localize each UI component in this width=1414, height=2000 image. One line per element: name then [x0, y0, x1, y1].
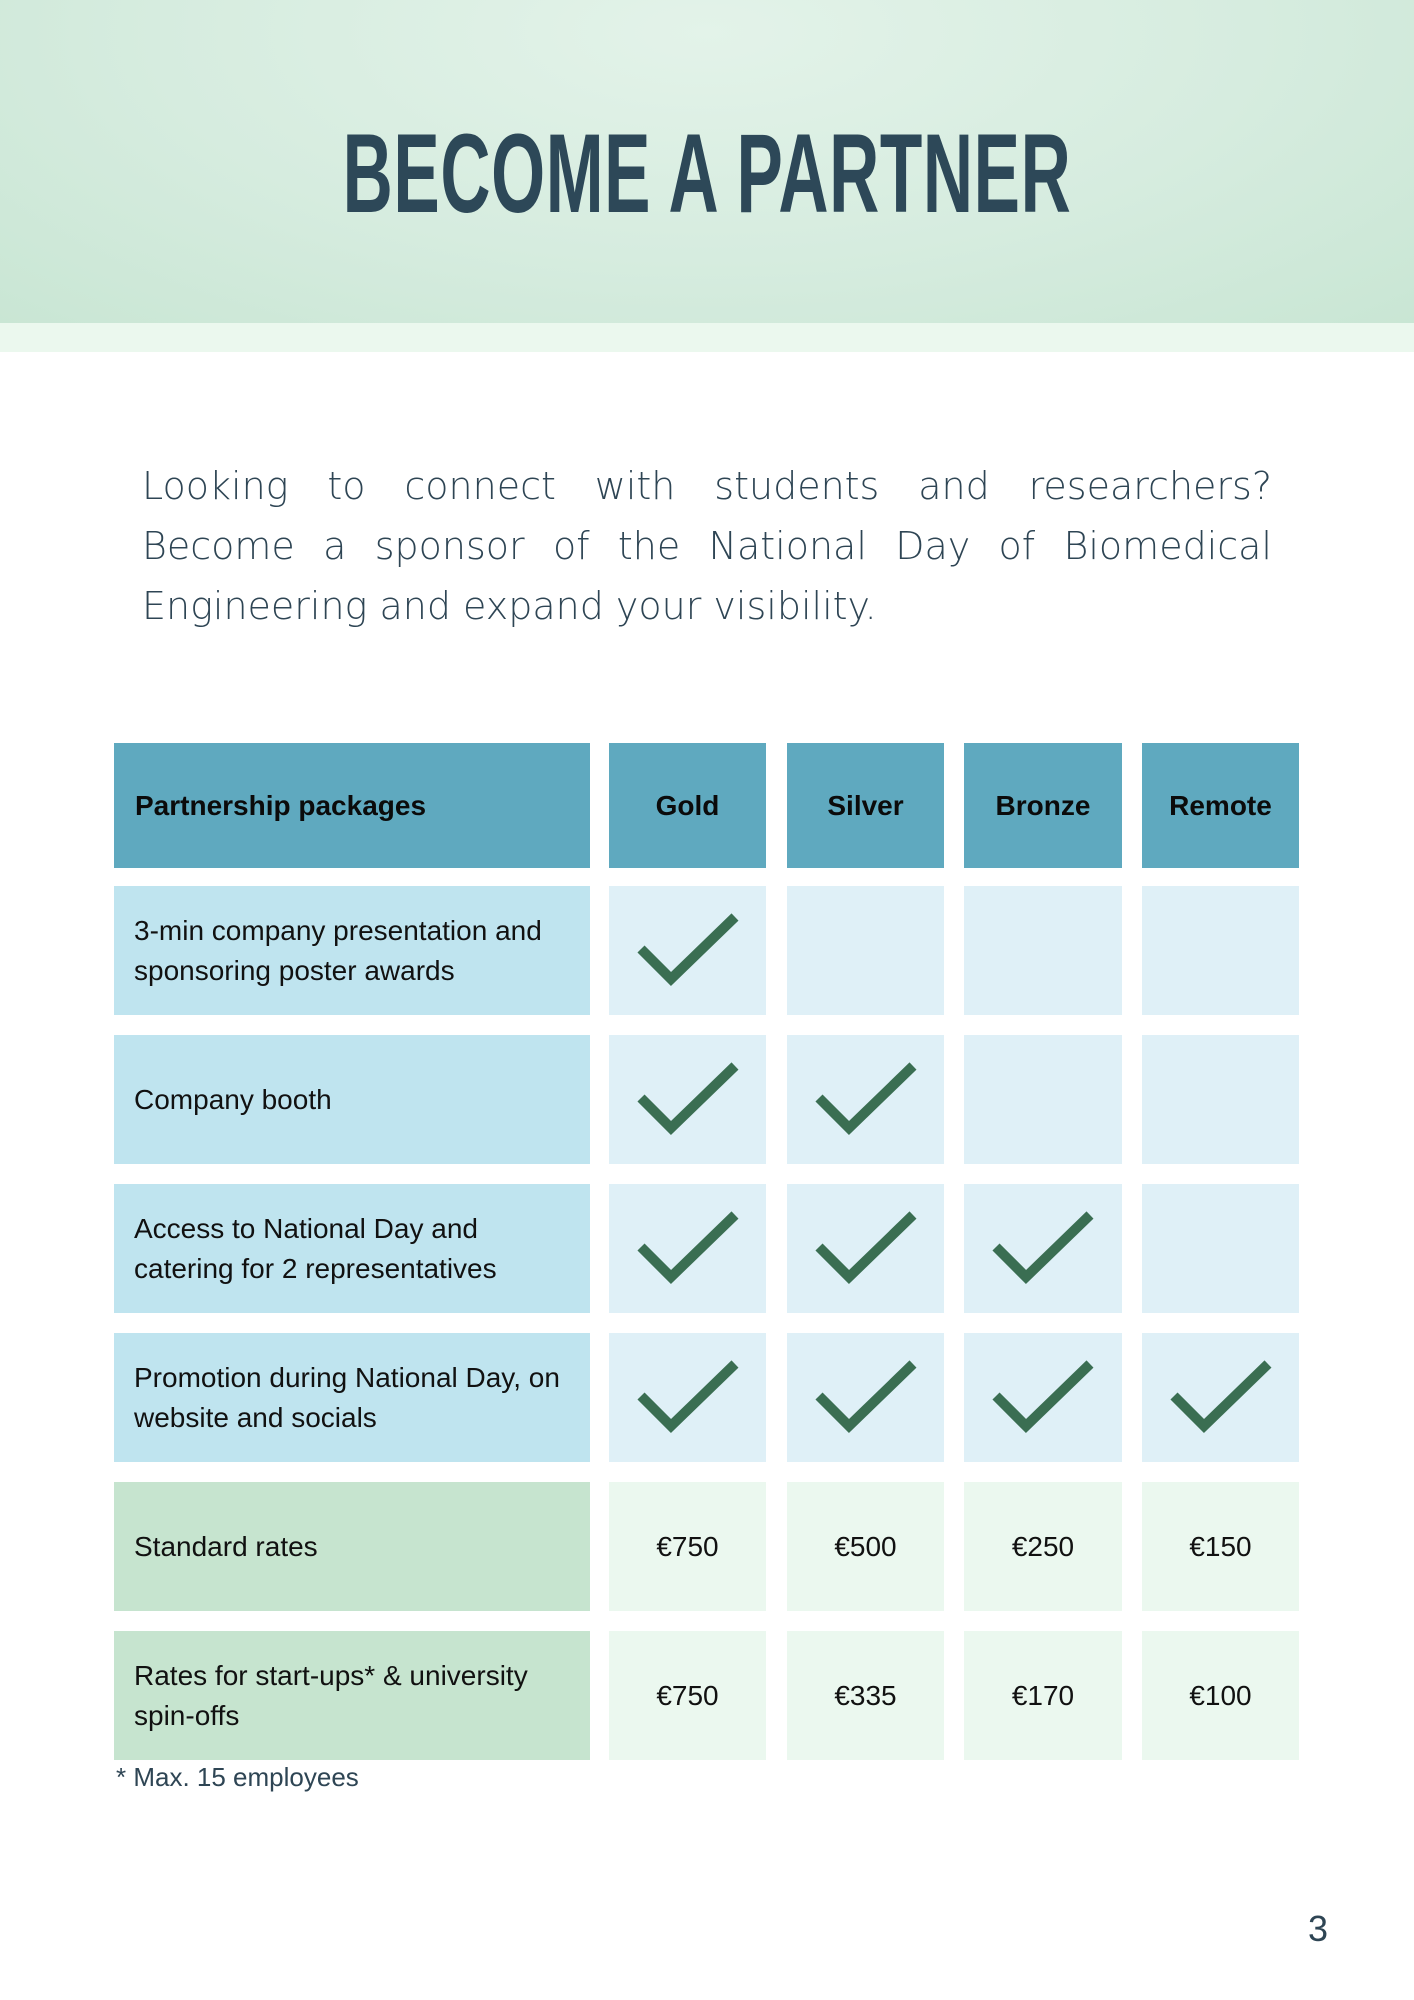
column-header-bronze: Bronze	[964, 743, 1122, 868]
price-gold: €750	[609, 1631, 766, 1760]
price-remote: €150	[1142, 1482, 1299, 1611]
rate-label: Standard rates	[114, 1482, 590, 1611]
feature-cell-remote	[1142, 1333, 1299, 1462]
price-silver: €335	[787, 1631, 944, 1760]
page-title: BECOME A PARTNER	[342, 111, 1072, 236]
feature-cell-gold	[609, 886, 766, 1015]
feature-label: Promotion during National Day, on website and socials	[114, 1333, 590, 1462]
price-bronze: €250	[964, 1482, 1122, 1611]
check-icon	[988, 1209, 1098, 1289]
column-header-remote: Remote	[1142, 743, 1299, 868]
feature-cell-remote	[1142, 1184, 1299, 1313]
feature-cell-silver	[787, 1333, 944, 1462]
column-header-silver: Silver	[787, 743, 944, 868]
feature-cell-remote	[1142, 886, 1299, 1015]
feature-cell-gold	[609, 1035, 766, 1164]
check-icon	[633, 1358, 743, 1438]
check-icon	[633, 911, 743, 991]
check-icon	[811, 1209, 921, 1289]
intro-paragraph: Looking to connect with students and researchers? Become a sponsor of the National Day of Biomedical Engineering and expand your visibility.	[142, 464, 1272, 628]
check-icon	[1166, 1358, 1276, 1438]
feature-cell-bronze	[964, 1035, 1122, 1164]
price-bronze: €170	[964, 1631, 1122, 1760]
price-silver: €500	[787, 1482, 944, 1611]
check-icon	[633, 1209, 743, 1289]
feature-label: Company booth	[114, 1035, 590, 1164]
footnote: * Max. 15 employees	[116, 1762, 359, 1792]
feature-cell-bronze	[964, 1184, 1122, 1313]
feature-cell-silver	[787, 1035, 944, 1164]
feature-cell-bronze	[964, 1333, 1122, 1462]
feature-cell-silver	[787, 1184, 944, 1313]
check-icon	[811, 1060, 921, 1140]
feature-cell-bronze	[964, 886, 1122, 1015]
check-icon	[633, 1060, 743, 1140]
check-icon	[988, 1358, 1098, 1438]
feature-label: Access to National Day and catering for 2 representatives	[114, 1184, 590, 1313]
rate-label: Rates for start-ups* & university spin-offs	[114, 1631, 590, 1760]
feature-cell-remote	[1142, 1035, 1299, 1164]
feature-cell-gold	[609, 1184, 766, 1313]
check-icon	[811, 1358, 921, 1438]
feature-cell-silver	[787, 886, 944, 1015]
price-remote: €100	[1142, 1631, 1299, 1760]
price-gold: €750	[609, 1482, 766, 1611]
column-header-packages: Partnership packages	[114, 743, 590, 868]
header-strip	[0, 323, 1414, 352]
column-header-gold: Gold	[609, 743, 766, 868]
feature-cell-gold	[609, 1333, 766, 1462]
feature-label: 3-min company presentation and sponsoring poster awards	[114, 886, 590, 1015]
page-number: 3	[1308, 1908, 1329, 1949]
